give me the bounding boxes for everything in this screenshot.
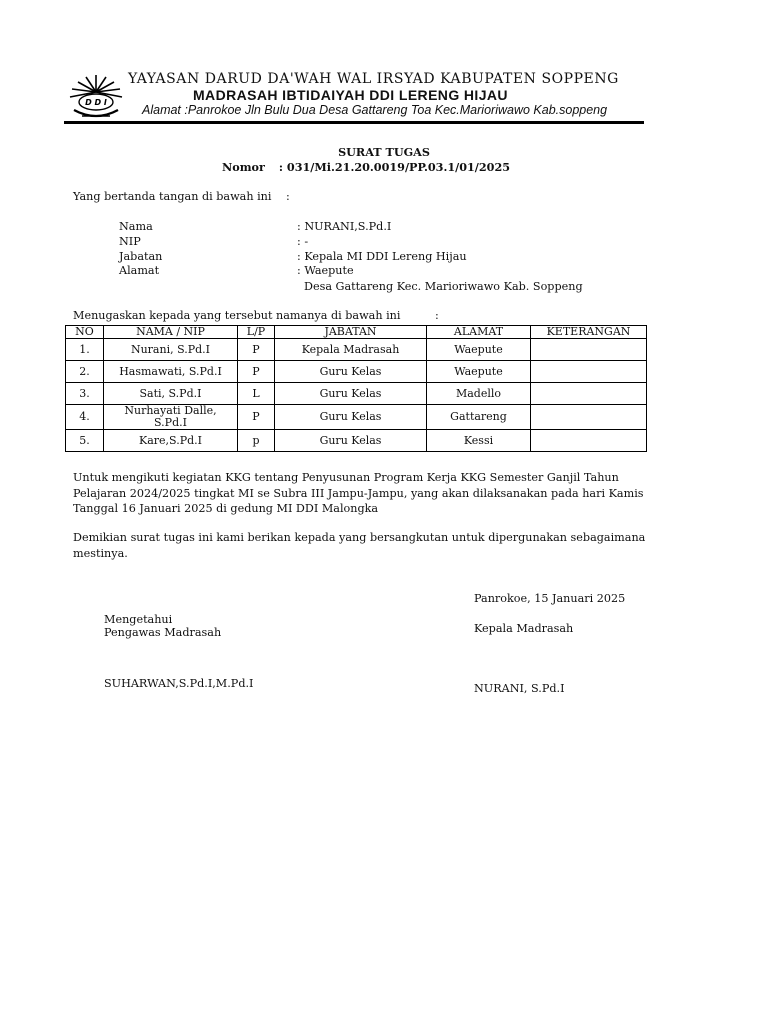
- cell-nama: Sati, S.Pd.I: [104, 383, 238, 405]
- cell-jabatan: Kepala Madrasah: [275, 339, 427, 361]
- school-address: Alamat :Panrokoe Jln Bulu Dua Desa Gattareng Toa Kec.Marioriwawo Kab.soppeng: [142, 103, 608, 117]
- intro-colon: :: [286, 190, 290, 203]
- document-title: SURAT TUGAS: [338, 145, 430, 159]
- table-row: [66, 339, 647, 361]
- field-value-jabatan: : Kepala MI DDI Lereng Hijau: [297, 250, 467, 263]
- cell-alamat: Waepute: [427, 339, 531, 361]
- col-header-lp: L/P: [238, 326, 275, 339]
- cell-alamat: Waepute: [427, 361, 531, 383]
- cell-no: 5.: [66, 430, 104, 452]
- left-signer-title-2: Pengawas Madrasah: [104, 626, 222, 639]
- cell-keterangan: [531, 339, 647, 361]
- assign-text: Menugaskan kepada yang tersebut namanya di bawah ini: [73, 309, 401, 322]
- closing-line-2: mestinya.: [73, 547, 128, 560]
- col-header-keterangan: KETERANGAN: [531, 326, 647, 339]
- field-value-alamat: : Waepute: [297, 264, 354, 277]
- cell-keterangan: [531, 361, 647, 383]
- intro-text: Yang bertanda tangan di bawah ini: [73, 190, 272, 203]
- right-signer-title: Kepala Madrasah: [474, 622, 574, 635]
- field-label-nama: Nama: [119, 220, 153, 233]
- col-header-alamat: ALAMAT: [427, 326, 531, 339]
- cell-no: 3.: [66, 383, 104, 405]
- cell-lp: P: [238, 339, 275, 361]
- cell-jabatan: Guru Kelas: [275, 430, 427, 452]
- closing-line-1: Demikian surat tugas ini kami berikan kepada yang bersangkutan untuk dipergunakan sebagaimana: [73, 531, 646, 544]
- cell-nama: Kare,S.Pd.I: [104, 430, 238, 452]
- school-logo: [64, 72, 128, 122]
- left-signer-title-1: Mengetahui: [104, 613, 173, 626]
- svg-text:D D I: D D I: [85, 98, 107, 107]
- cell-lp: P: [238, 405, 275, 430]
- field-label-alamat: Alamat: [119, 264, 160, 277]
- foundation-name: YAYASAN DARUD DA'WAH WAL IRSYAD KABUPATEN SOPPENG: [128, 71, 619, 87]
- col-header-jabatan: JABATAN: [275, 326, 427, 339]
- letterhead-divider: [64, 121, 644, 124]
- cell-keterangan: [531, 383, 647, 405]
- cell-lp: p: [238, 430, 275, 452]
- table-header-row: [66, 326, 647, 339]
- cell-no: 2.: [66, 361, 104, 383]
- purpose-line-3: Tanggal 16 Januari 2025 di gedung MI DDI Malongka: [73, 502, 379, 515]
- table-row: [66, 405, 647, 430]
- cell-nama: Nurhayati Dalle, S.Pd.I: [104, 405, 238, 430]
- cell-jabatan: Guru Kelas: [275, 383, 427, 405]
- cell-lp: P: [238, 361, 275, 383]
- document-number: [222, 160, 510, 174]
- cell-keterangan: [531, 405, 647, 430]
- right-signer-name: NURANI, S.Pd.I: [474, 682, 565, 695]
- purpose-line-2: Pelajaran 2024/2025 tingkat MI se Subra III Jampu-Jampu, yang akan dilaksanakan pada hari Kamis: [73, 487, 644, 500]
- cell-jabatan: Guru Kelas: [275, 405, 427, 430]
- field-value-nama: : NURANI,S.Pd.I: [297, 220, 392, 233]
- assign-colon: :: [435, 309, 439, 322]
- table-row: [66, 383, 647, 405]
- purpose-line-1: Untuk mengikuti kegiatan KKG tentang Penyusunan Program Kerja KKG Semester Ganjil Tahun: [73, 471, 619, 484]
- cell-keterangan: [531, 430, 647, 452]
- number-label: Nomor: [222, 160, 265, 174]
- field-label-nip: NIP: [119, 235, 141, 248]
- cell-alamat: Madello: [427, 383, 531, 405]
- assignee-table: [65, 325, 647, 452]
- col-header-nama: NAMA / NIP: [104, 326, 238, 339]
- cell-no: 1.: [66, 339, 104, 361]
- cell-nama: Nurani, S.Pd.I: [104, 339, 238, 361]
- cell-nama: Hasmawati, S.Pd.I: [104, 361, 238, 383]
- place-date: Panrokoe, 15 Januari 2025: [474, 592, 626, 605]
- table-row: [66, 430, 647, 452]
- cell-alamat: Kessi: [427, 430, 531, 452]
- school-name: MADRASAH IBTIDAIYAH DDI LERENG HIJAU: [193, 87, 508, 103]
- field-label-jabatan: Jabatan: [119, 250, 163, 263]
- table-row: [66, 361, 647, 383]
- cell-alamat: Gattareng: [427, 405, 531, 430]
- field-value-nip: : -: [297, 235, 309, 248]
- col-header-no: NO: [66, 326, 104, 339]
- field-value-alamat-cont: Desa Gattareng Kec. Marioriwawo Kab. Soppeng: [304, 280, 583, 293]
- left-signer-name: SUHARWAN,S.Pd.I,M.Pd.I: [104, 677, 254, 690]
- number-value: : 031/Mi.21.20.0019/PP.03.1/01/2025: [278, 160, 511, 174]
- cell-no: 4.: [66, 405, 104, 430]
- cell-jabatan: Guru Kelas: [275, 361, 427, 383]
- cell-lp: L: [238, 383, 275, 405]
